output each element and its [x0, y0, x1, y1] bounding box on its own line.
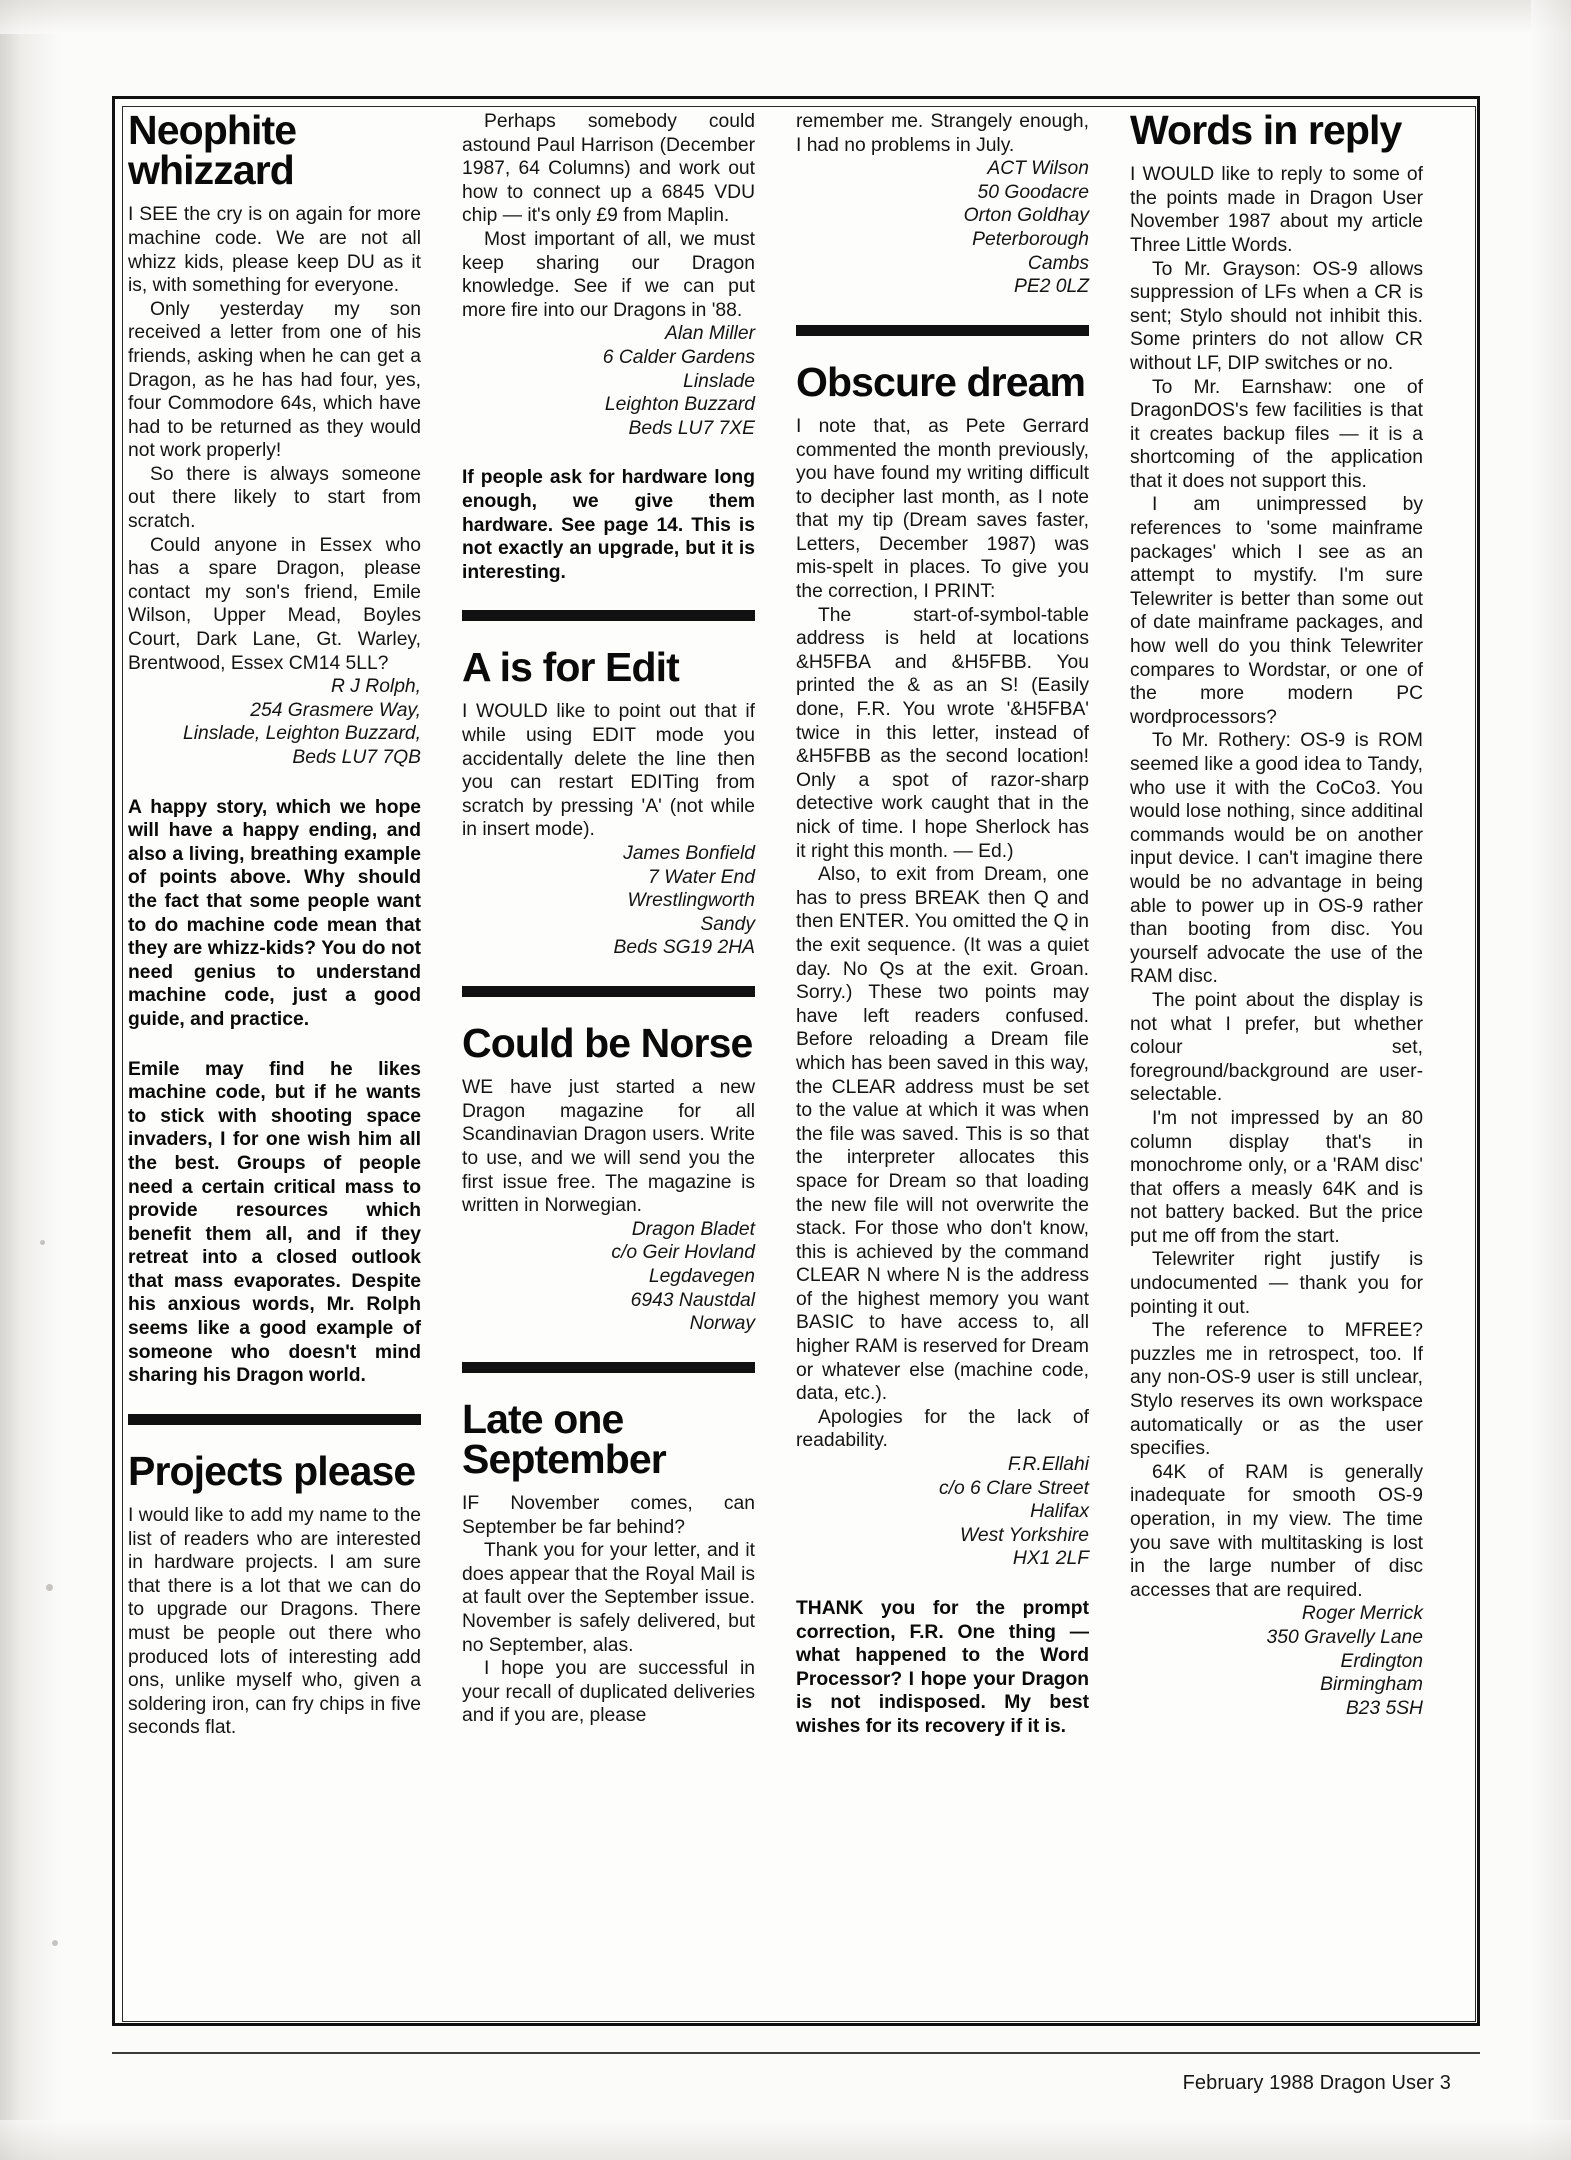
letter-body-paragraph: The point about the display is not what I prefer, but whether colour set, foreground/background are user-selectable. — [1130, 989, 1423, 1106]
letter-body-paragraph: I WOULD like to reply to some of the points made in Dragon User November 1987 about my article Three Little Words. — [1130, 164, 1423, 256]
letter-signature-block — [128, 675, 421, 769]
column-3 — [796, 110, 1103, 2010]
signature-line: B23 5SH — [1345, 1697, 1423, 1719]
scan-shadow-top — [0, 0, 1571, 34]
letter-body-paragraph: Most important of all, we must keep sharing our Dragon knowledge. See if we can put more fire into our Dragons in '88. — [462, 228, 755, 321]
signature-line: Halifax — [1030, 1501, 1089, 1523]
signature-line: West Yorkshire — [960, 1524, 1089, 1546]
scan-speckle — [40, 1240, 45, 1245]
letter-body-paragraph: The reference to MFREE? puzzles me in retrospect, too. If any non-OS-9 user is still unclear, Stylo reserves its own workspace automatically or as the user specifies. — [1130, 1320, 1423, 1460]
letter-body-paragraph: I WOULD like to point out that if while using EDIT mode you accidentally delete the line then you can restart EDITing from scratch by pressing 'A' (not while in insert mode). — [462, 701, 755, 841]
letter-body-paragraph: WE have just started a new Dragon magazine for all Scandinavian Dragon users. Write to use, and we will send you the first issue free. The magazine is written in Norwegian. — [462, 1077, 755, 1217]
letter-body-paragraph: The start-of-symbol-table address is held at locations &H5FBA and &H5FBB. You printed the & as an S! (Easily done, F.R. You wrote '&H5FBA' twice in this letter, instead of &H5FBB as the second location! Only a spot of razor-sharp detective work caught that in the nick of time. I hope Sherlock has it right this month. — Ed.) — [796, 604, 1089, 862]
column-4 — [1130, 107, 1437, 2010]
letter-body-paragraph: I hope you are successful in your recall of duplicated deliveries and if you are, please — [462, 1658, 755, 1727]
letter-body-paragraph: remember me. Strangely enough, I had no problems in July. — [796, 111, 1089, 156]
letter-body-paragraph: Also, to exit from Dream, one has to press BREAK then Q and then ENTER. You omitted the Q in the exit sequence. (It was a quiet day. No Qs at the exit. Groan. Sorry.) These two points may have left readers confused. Before reloading a Dream file which has been saved in this way, the CLEAR address must be set to the value at which it was when the file was saved. This is so that the interpreter allocates this space for Dream so that loading the new file will not overwrite the stack. For those who don't know, this is achieved by the command CLEAR N where N is the address of the highest memory you want BASIC to have access to, all higher RAM is reserved for Dream or whatever else (machine code, data, etc.). — [796, 864, 1089, 1405]
scan-shadow-bottom — [0, 2120, 1571, 2160]
editorial-reply-block — [128, 1032, 421, 1388]
letter-signature-block — [796, 157, 1089, 299]
letters-columns — [128, 107, 1466, 2010]
signature-line: Linslade — [683, 370, 755, 392]
letter-signature-block — [462, 842, 755, 960]
signature-line: 6943 Naustdal — [630, 1289, 755, 1311]
letter-body-paragraph: Telewriter right justify is undocumented — thank you for pointing it out. — [1130, 1249, 1423, 1318]
letter-body-paragraph: Could anyone in Essex who has a spare Dragon, please contact my son's friend, Emile Wilson, Upper Mead, Boyles Court, Dark Lane, Gt. Warley, Brentwood, Essex CM14 5LL? — [128, 534, 421, 674]
letter-signature-block — [796, 1453, 1089, 1571]
letter-body-paragraph: IF November comes, can September be far behind? — [462, 1493, 755, 1538]
signature-line: 6 Calder Gardens — [602, 346, 755, 368]
letter-body-paragraph: Thank you for your letter, and it does appear that the Royal Mail is at fault over the September issue. November is safely delivered, but no September, alas. — [462, 1540, 755, 1656]
letter-body-paragraph: I note that, as Pete Gerrard commented the month previously, you have found my writing difficult to decipher last month, as I note that my tip (Dream saves faster, Letters, December 1987) was mis-spelt in places. To give you the correction, I PRINT: — [796, 415, 1089, 603]
signature-line: Erdington — [1340, 1650, 1423, 1672]
section-divider — [128, 1414, 421, 1425]
footer-divider-rule — [112, 2052, 1480, 2054]
signature-line: Wrestlingworth — [627, 890, 755, 912]
headline-obscure-dream: Obscure dream — [796, 358, 1086, 405]
signature-line: Dragon Bladet — [631, 1218, 755, 1240]
editorial-reply-block — [128, 770, 421, 1032]
section-divider — [796, 325, 1089, 336]
letter-body-paragraph: To Mr. Rothery: OS-9 is ROM seemed like a good idea to Tandy, who use it with the CoCo3. You would lose nothing, since additinal commands would be on another input device. I can't imagine there would be no advantage in being able to power up in OS-9 rather than booting from disc. You yourself advocate the use of the RAM disc. — [1130, 730, 1423, 988]
editorial-reply: If people ask for hardware long enough, we give them hardware. See page 14. This is not exactly an upgrade, but it is interesting. — [462, 467, 755, 583]
signature-line: Leighton Buzzard — [604, 394, 755, 416]
signature-line: 254 Grasmere Way, — [250, 699, 421, 721]
signature-line: Sandy — [700, 913, 755, 935]
letter-body-paragraph: To Mr. Grayson: OS-9 allows suppression of LFs when a CR is sent; Stylo should not inhibit this. Some printers do not allow CR without LF, DIP switches or no. — [1130, 258, 1423, 374]
signature-line: Norway — [689, 1313, 755, 1335]
footer-credit: February 1988 Dragon User 3 — [1182, 2072, 1451, 2094]
signature-line: Cambs — [1027, 252, 1089, 274]
section-divider — [462, 610, 755, 621]
headline-late-one-september: Late one September — [462, 1395, 666, 1482]
signature-line: Beds SG19 2HA — [613, 937, 755, 959]
signature-line: Birmingham — [1320, 1674, 1423, 1696]
letter-body-paragraph: Apologies for the lack of readability. — [796, 1406, 1089, 1452]
signature-line: Legdavegen — [648, 1265, 755, 1287]
signature-line: 7 Water End — [648, 866, 755, 888]
scan-speckle — [52, 1940, 58, 1946]
spacer — [128, 770, 421, 796]
signature-line: James Bonfield — [623, 843, 755, 865]
signature-line: Linslade, Leighton Buzzard, — [183, 723, 421, 745]
signature-line: 350 Gravelly Lane — [1266, 1626, 1423, 1648]
scan-shadow-left — [0, 0, 60, 2160]
letter-body-paragraph: I am unimpressed by references to 'some mainframe packages' which I see as an attempt to mystify. I'm sure Telewriter is better than some out of date mainframe packages, and how well do you think Telewriter compares to Wordstar, or one of the more modern PC wordprocessors? — [1130, 494, 1423, 728]
spacer — [462, 440, 755, 466]
signature-line: HX1 2LF — [1012, 1548, 1089, 1570]
signature-line: F.R.Ellahi — [1007, 1454, 1089, 1476]
editorial-reply: THANK you for the prompt correction, F.R. One thing — what happened to the Word Processor? I hope your Dragon is not indisposed. My best wishes for its recovery if it is. — [796, 1598, 1089, 1737]
signature-line: Roger Merrick — [1301, 1603, 1423, 1625]
signature-line: ACT Wilson — [987, 158, 1089, 180]
letter-body-paragraph: Perhaps somebody could astound Paul Harrison (December 1987, 64 Columns) and work out how to connect up a 6845 VDU chip — it's only £9 from Maplin. — [462, 111, 755, 227]
letter-body-paragraph: To Mr. Earnshaw: one of DragonDOS's few facilities is that it creates backup files — it is a shortcoming of the application that it does not support this. — [1130, 376, 1423, 492]
editorial-reply-block — [462, 440, 755, 584]
letter-signature-block — [462, 1218, 755, 1336]
signature-line: c/o 6 Clare Street — [938, 1477, 1089, 1499]
letter-signature-block — [1130, 1602, 1423, 1720]
letter-body-paragraph: So there is always someone out there likely to start from scratch. — [128, 463, 421, 533]
headline-words-in-reply: Words in reply — [1130, 107, 1402, 153]
signature-line: Orton Goldhay — [963, 205, 1089, 227]
scan-speckle — [46, 1584, 53, 1591]
headline-could-be-norse: Could be Norse — [462, 1019, 753, 1066]
column-2 — [462, 110, 769, 2010]
section-divider — [462, 986, 755, 997]
headline-neophite-whizzard: Neophite whizzard — [128, 107, 297, 194]
signature-line: Peterborough — [972, 228, 1089, 250]
signature-line: 50 Goodacre — [977, 181, 1089, 203]
letter-signature-block — [462, 322, 755, 440]
spacer — [796, 1571, 1089, 1597]
letter-body-paragraph: I SEE the cry is on again for more machine code. We are not all whizz kids, please keep DU as it is, with something for everyone. — [128, 204, 421, 297]
signature-line: R J Rolph, — [330, 676, 421, 698]
signature-line: Alan Miller — [664, 323, 755, 345]
column-1 — [128, 107, 435, 2010]
editorial-reply-block — [796, 1571, 1089, 1739]
editorial-reply: A happy story, which we hope will have a happy ending, and also a living, breathing example of points above. Why should the fact that some people want to do machine code mean that they are whizz-kids? You do not need genius to understand machine code, just a good guide, and practice. — [128, 796, 421, 1030]
signature-line: PE2 0LZ — [1013, 276, 1089, 298]
signature-line: Beds LU7 7XE — [628, 417, 755, 439]
letter-body-paragraph: I'm not impressed by an 80 column display that's in monochrome only, or a 'RAM disc' that offers a measly 64K and is not battery backed. But the price put me off from the start. — [1130, 1107, 1423, 1247]
scan-shadow-right — [1531, 0, 1571, 2160]
signature-line: Beds LU7 7QB — [292, 747, 421, 768]
signature-line: c/o Geir Hovland — [611, 1242, 755, 1264]
section-divider — [462, 1362, 755, 1373]
spacer — [128, 1032, 421, 1058]
letter-body-paragraph: 64K of RAM is generally inadequate for smooth OS-9 operation, in my view. The time you save with multitasking is lost in the large number of disc accesses that are required. — [1130, 1461, 1423, 1601]
headline-a-is-for-edit: A is for Edit — [462, 644, 679, 691]
headline-projects-please: Projects please — [128, 1447, 416, 1494]
editorial-reply: Emile may find he likes machine code, but if he wants to stick with shooting space invaders, I for one wish him all the best. Groups of people need a certain critical mass to provide resources which benefit them all, and if they retreat into a closed outlook that mass evaporates. Despite his anxious words, Mr. Rolph seems like a good example of someone who doesn't mind sharing his Dragon world. — [128, 1058, 421, 1387]
letter-body-paragraph: Only yesterday my son received a letter from one of his friends, asking when he can get a Dragon, as he has had four, yes, four Commodore 64s, which have had to be returned as they would not work properly! — [128, 298, 421, 462]
letter-body-paragraph: I would like to add my name to the list of readers who are interested in hardware projects. I am sure that there is a lot that we can do to upgrade our Dragons. There must be people out there who produced lots of interesting add ons, unlike myself who, given a soldering iron, can fry chips in five seconds flat. — [128, 1505, 421, 1739]
